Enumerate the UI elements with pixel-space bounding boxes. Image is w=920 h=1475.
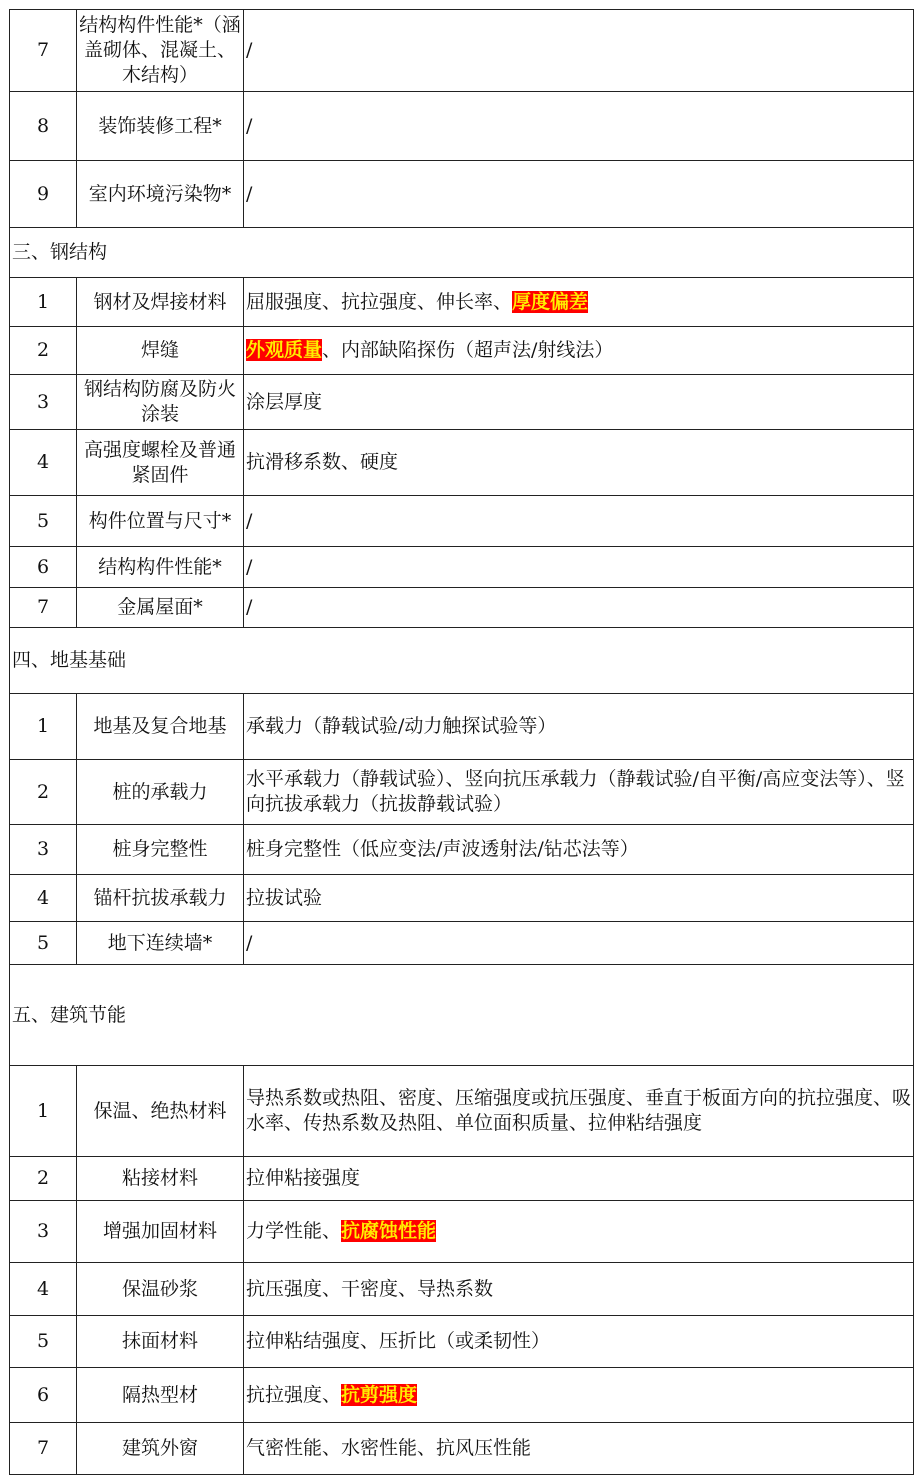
table-row bbox=[10, 1066, 914, 1157]
row-number: 4 bbox=[10, 875, 77, 922]
test-parameters bbox=[244, 278, 914, 327]
test-parameters bbox=[244, 430, 914, 496]
item-name: 地下连续墙* bbox=[77, 922, 244, 965]
item-name: 抹面材料 bbox=[77, 1316, 244, 1368]
test-parameters bbox=[244, 1316, 914, 1368]
item-name: 室内环境污染物* bbox=[77, 161, 244, 228]
highlighted-parameter: 厚度偏差 bbox=[512, 290, 589, 313]
section-title: 四、地基基础 bbox=[10, 628, 914, 694]
item-name: 隔热型材 bbox=[77, 1368, 244, 1423]
row-number: 5 bbox=[10, 922, 77, 965]
item-name: 焊缝 bbox=[77, 327, 244, 375]
table-row bbox=[10, 10, 914, 92]
item-name: 结构构件性能*（涵盖砌体、混凝土、木结构） bbox=[77, 10, 244, 92]
item-name: 桩身完整性 bbox=[77, 825, 244, 875]
item-name: 锚杆抗拔承载力 bbox=[77, 875, 244, 922]
section-header-row bbox=[10, 228, 914, 278]
row-number: 6 bbox=[10, 547, 77, 588]
parameter-text: 、内部缺陷探伤（超声法/射线法） bbox=[322, 339, 614, 361]
test-parameters bbox=[244, 161, 914, 228]
row-number: 1 bbox=[10, 694, 77, 760]
test-parameters bbox=[244, 1201, 914, 1263]
section-title: 五、建筑节能 bbox=[10, 965, 914, 1066]
test-parameters bbox=[244, 694, 914, 760]
highlighted-parameter: 外观质量 bbox=[246, 339, 323, 361]
parameter-text: 涂层厚度 bbox=[246, 390, 323, 413]
parameter-text: 拉拔试验 bbox=[246, 886, 323, 909]
test-parameters bbox=[244, 760, 914, 825]
parameter-text: 水平承载力（静载试验）、竖向抗压承载力（静载试验/自平衡/高应变法等）、竖向抗拔承载力（抗拔静载试验） bbox=[246, 768, 905, 815]
row-number: 9 bbox=[10, 161, 77, 228]
parameter-text: 承载力（静载试验/动力触探试验等） bbox=[246, 715, 557, 737]
table-body bbox=[10, 10, 914, 1475]
parameter-text: 气密性能、水密性能、抗风压性能 bbox=[246, 1437, 532, 1459]
parameter-text: 屈服强度、抗拉强度、伸长率、 bbox=[246, 290, 513, 313]
row-number: 7 bbox=[10, 1423, 77, 1475]
item-name: 结构构件性能* bbox=[77, 547, 244, 588]
item-name: 粘接材料 bbox=[77, 1157, 244, 1201]
parameter-text: / bbox=[246, 555, 253, 578]
parameter-text: / bbox=[246, 114, 253, 137]
table-row bbox=[10, 278, 914, 327]
row-number: 3 bbox=[10, 1201, 77, 1263]
table-row bbox=[10, 1201, 914, 1263]
row-number: 5 bbox=[10, 1316, 77, 1368]
row-number: 3 bbox=[10, 825, 77, 875]
test-parameters bbox=[244, 1263, 914, 1316]
table-row bbox=[10, 922, 914, 965]
row-number: 6 bbox=[10, 1368, 77, 1423]
parameter-text: / bbox=[246, 509, 253, 532]
item-name: 高强度螺栓及普通紧固件 bbox=[77, 430, 244, 496]
item-name: 钢结构防腐及防火涂装 bbox=[77, 375, 244, 430]
row-number: 7 bbox=[10, 10, 77, 92]
test-parameters bbox=[244, 10, 914, 92]
item-name: 建筑外窗 bbox=[77, 1423, 244, 1475]
table-row bbox=[10, 875, 914, 922]
item-name: 增强加固材料 bbox=[77, 1201, 244, 1263]
parameter-text: 抗压强度、干密度、导热系数 bbox=[246, 1277, 494, 1300]
test-parameters bbox=[244, 922, 914, 965]
test-parameters bbox=[244, 1157, 914, 1201]
parameter-text: 导热系数或热阻、密度、压缩强度或抗压强度、垂直于板面方向的抗拉强度、吸水率、传热系数及热阻、单位面积质量、拉伸粘结强度 bbox=[246, 1087, 912, 1134]
inspection-items-table bbox=[9, 9, 914, 1475]
parameter-text: 力学性能、 bbox=[246, 1220, 342, 1242]
row-number: 4 bbox=[10, 1263, 77, 1316]
table-row bbox=[10, 547, 914, 588]
row-number: 1 bbox=[10, 278, 77, 327]
item-name: 保温、绝热材料 bbox=[77, 1066, 244, 1157]
row-number: 2 bbox=[10, 327, 77, 375]
highlighted-parameter: 抗剪强度 bbox=[341, 1383, 418, 1406]
test-parameters bbox=[244, 1368, 914, 1423]
section-title: 三、钢结构 bbox=[10, 228, 914, 278]
item-name: 桩的承载力 bbox=[77, 760, 244, 825]
test-parameters bbox=[244, 375, 914, 430]
test-parameters bbox=[244, 588, 914, 628]
parameter-text: / bbox=[246, 931, 253, 954]
row-number: 2 bbox=[10, 1157, 77, 1201]
section-header-row bbox=[10, 965, 914, 1066]
parameter-text: / bbox=[246, 182, 253, 205]
item-name: 钢材及焊接材料 bbox=[77, 278, 244, 327]
row-number: 3 bbox=[10, 375, 77, 430]
document-page bbox=[9, 9, 913, 1475]
table-row bbox=[10, 92, 914, 161]
table-row bbox=[10, 588, 914, 628]
table-row bbox=[10, 1423, 914, 1475]
test-parameters bbox=[244, 825, 914, 875]
item-name: 构件位置与尺寸* bbox=[77, 496, 244, 547]
table-row bbox=[10, 760, 914, 825]
parameter-text: 抗滑移系数、硬度 bbox=[246, 451, 399, 473]
row-number: 2 bbox=[10, 760, 77, 825]
row-number: 7 bbox=[10, 588, 77, 628]
table-row bbox=[10, 430, 914, 496]
test-parameters bbox=[244, 1423, 914, 1475]
table-row bbox=[10, 694, 914, 760]
table-row bbox=[10, 327, 914, 375]
item-name: 地基及复合地基 bbox=[77, 694, 244, 760]
table-row bbox=[10, 1157, 914, 1201]
item-name: 保温砂浆 bbox=[77, 1263, 244, 1316]
item-name: 金属屋面* bbox=[77, 588, 244, 628]
test-parameters bbox=[244, 496, 914, 547]
parameter-text: 拉伸粘结强度、压折比（或柔韧性） bbox=[246, 1330, 551, 1352]
parameter-text: 拉伸粘接强度 bbox=[246, 1167, 361, 1189]
test-parameters bbox=[244, 547, 914, 588]
table-row bbox=[10, 496, 914, 547]
table-row bbox=[10, 1316, 914, 1368]
parameter-text: 抗拉强度、 bbox=[246, 1383, 342, 1406]
row-number: 8 bbox=[10, 92, 77, 161]
row-number: 5 bbox=[10, 496, 77, 547]
item-name: 装饰装修工程* bbox=[77, 92, 244, 161]
test-parameters bbox=[244, 327, 914, 375]
table-row bbox=[10, 825, 914, 875]
parameter-text: / bbox=[246, 596, 253, 618]
parameter-text: 桩身完整性（低应变法/声波透射法/钻芯法等） bbox=[246, 838, 639, 860]
table-row bbox=[10, 375, 914, 430]
parameter-text: / bbox=[246, 39, 253, 61]
row-number: 1 bbox=[10, 1066, 77, 1157]
section-header-row bbox=[10, 628, 914, 694]
test-parameters bbox=[244, 875, 914, 922]
table-row bbox=[10, 1263, 914, 1316]
test-parameters bbox=[244, 92, 914, 161]
row-number: 4 bbox=[10, 430, 77, 496]
test-parameters bbox=[244, 1066, 914, 1157]
highlighted-parameter: 抗腐蚀性能 bbox=[341, 1220, 437, 1242]
table-row bbox=[10, 1368, 914, 1423]
table-row bbox=[10, 161, 914, 228]
